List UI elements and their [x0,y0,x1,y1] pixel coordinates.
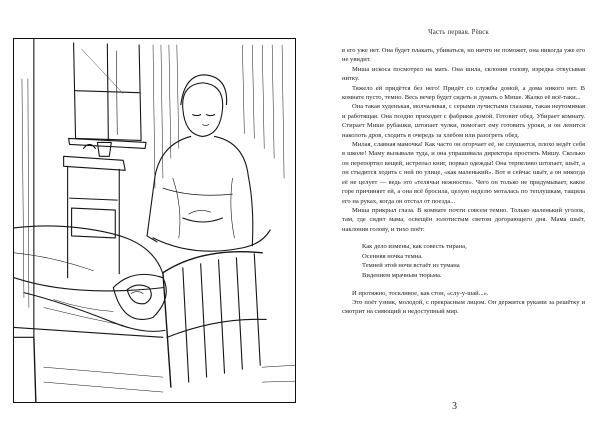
poem-line: Осенняя ночка темна. [362,252,423,260]
paragraph: И протяжно, тоскливое, как стон, «слу-у-шай...». [352,289,489,297]
paragraph: Это поёт узник, молодой, с прекрасным лицом. Он держится руками за решётку и смотрит на сияющий и недоступный мир. [342,298,585,316]
paragraph: Она такая худенькая, молчаливая, с серыми лучистыми глазами, такая неутомимая и работящая. Она поздно приходит с фабрики домой. Готовит обед. Убирает комнату. Стирает Мише рубашки, штопает чулки, помогает ему готовить уроки, и он ленится наколоть дров, сходить в очередь за хлебом или разогреть обед. [342,103,585,139]
poem-line: Темней этой ночи встаёт из тумана [362,262,460,270]
page-number: 3 [452,401,457,412]
paragraph: Миша прикрыл глаза. В комнате почти совсем темно. Только маленький уголок, там, где сидит мама, освещён золотистым светом догорающего дня. Мама шьёт, наклонив голову, и тихо поёт: [342,206,585,233]
running-head: Часть первая. Рёвск [428,28,489,36]
body-text [342,46,585,317]
poem [362,242,585,280]
poem-line: Как дело измены, как совесть тирана, [362,243,467,251]
paragraph: в его уже нет. Она будет плакать, убиваться, но ничто не поможет, она никогда уже его не увидит. [342,47,585,64]
paragraph: Тяжело ей придётся без него! Придёт со службы домой, а дома никого нет. В комнате пусто, темно. Весь вечер будет сидеть и думать о Мише. Жалко её всё-таки... [342,84,585,102]
paragraph: Милая, славная мамочка! Как часто он огорчает её, не слушается, плохо ведёт себя в школе! Маму вызывали туда, и она упрашивала директора простить Мишу. Сколько он перепортил вещей, истрепал книг, порвал одежды! Она терпеливо штопает, шьёт, а он стыдится ходить с ней по улице, «как маленький». Вот и сейчас шьёт, а он никогда её не целует — ведь это «телячьи нежности». Чего он только не придумывает, какое горе причиняет ей, а она всё бросила, целую неделю моталась по теплушкам, тащила его на руках, когда он отстал от поезда... [342,141,585,205]
poem-line: Видением мрачным тюрьма. [362,271,442,279]
illustration-mother-sewing [13,38,296,403]
illustration-drawing [14,39,295,402]
text-page [342,28,585,423]
paragraph: Миша искоса посмотрел на мать. Она шила, склонив голову, изредка откусывая нитку. [342,65,585,83]
